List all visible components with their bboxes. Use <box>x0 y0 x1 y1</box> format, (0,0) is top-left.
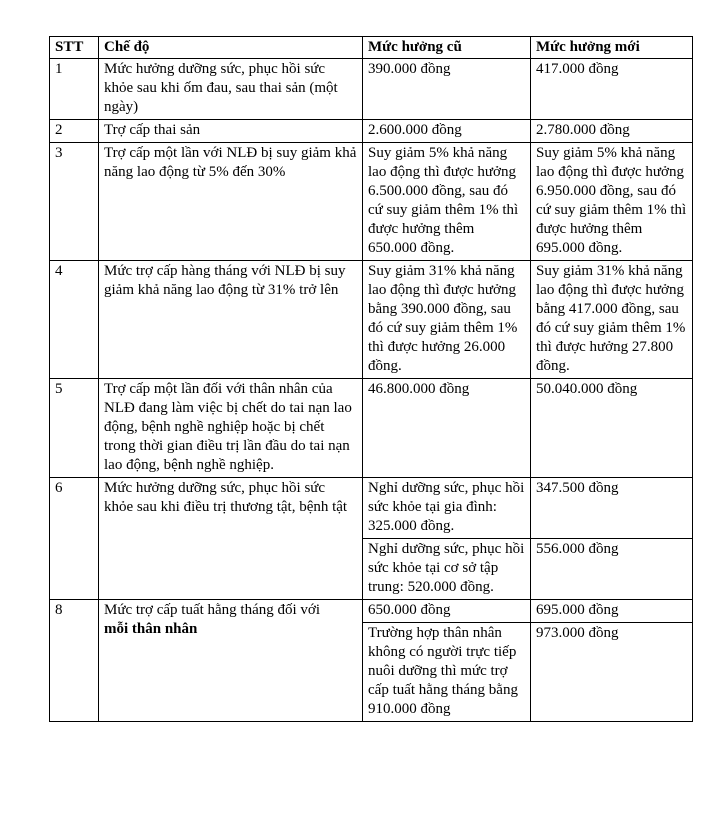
header-stt: STT <box>50 37 99 59</box>
row-regime: Mức hưởng dưỡng sức, phục hồi sức khỏe sau khi ốm đau, sau thai sản (một ngày) <box>99 59 363 120</box>
row-old-amount: 2.600.000 đồng <box>363 120 531 143</box>
row-new-amount-center: 556.000 đồng <box>531 539 693 600</box>
row-new-amount-home: 347.500 đồng <box>531 478 693 539</box>
table-row <box>50 600 693 623</box>
header-old-amount: Mức hưởng cũ <box>363 37 531 59</box>
row-old-amount: 390.000 đồng <box>363 59 531 120</box>
row-old-amount: 650.000 đồng <box>363 600 531 623</box>
header-new-amount: Mức hưởng mới <box>531 37 693 59</box>
row-stt: 1 <box>50 59 99 120</box>
row-stt: 3 <box>50 143 99 261</box>
row-old-amount: Suy giảm 31% khả năng lao động thì được hưởng bằng 390.000 đồng, sau đó cứ suy giảm thêm 1% thì được hưởng 26.000 đồng. <box>363 261 531 379</box>
table-row <box>50 261 693 379</box>
row-regime-bold-text: mỗi thân nhân <box>104 621 198 637</box>
benefits-table <box>49 36 693 722</box>
row-new-amount: 2.780.000 đồng <box>531 120 693 143</box>
row-old-amount-center: Nghỉ dưỡng sức, phục hồi sức khỏe tại cơ sở tập trung: 520.000 đồng. <box>363 539 531 600</box>
row-old-amount: 46.800.000 đồng <box>363 379 531 478</box>
row-regime: Trợ cấp một lần đối với thân nhân của NLĐ đang làm việc bị chết do tai nạn lao động, bệnh nghề nghiệp hoặc bị chết trong thời gian điều trị lần đầu do tai nạn lao động, bệnh nghề nghiệp. <box>99 379 363 478</box>
table-row <box>50 478 693 539</box>
header-regime: Chế độ <box>99 37 363 59</box>
row-stt: 8 <box>50 600 99 722</box>
row-old-amount-home: Nghỉ dưỡng sức, phục hồi sức khỏe tại gia đình: 325.000 đồng. <box>363 478 531 539</box>
table-row <box>50 143 693 261</box>
row-old-amount: Suy giảm 5% khả năng lao động thì được hưởng 6.500.000 đồng, sau đó cứ suy giảm thêm 1% thì được hưởng thêm 650.000 đồng. <box>363 143 531 261</box>
row-stt: 4 <box>50 261 99 379</box>
row-new-amount: Suy giảm 5% khả năng lao động thì được hưởng 6.950.000 đồng, sau đó cứ suy giảm thêm 1% thì được hưởng thêm 695.000 đồng. <box>531 143 693 261</box>
table-row <box>50 379 693 478</box>
row-new-amount: 695.000 đồng <box>531 600 693 623</box>
row-regime: Trợ cấp một lần với NLĐ bị suy giảm khả năng lao động từ 5% đến 30% <box>99 143 363 261</box>
row-stt: 5 <box>50 379 99 478</box>
row-old-amount-no-caretaker: Trường hợp thân nhân không có người trực tiếp nuôi dưỡng thì mức trợ cấp tuất hằng tháng bằng 910.000 đồng <box>363 623 531 722</box>
row-stt: 2 <box>50 120 99 143</box>
row-regime <box>99 600 363 722</box>
row-stt: 6 <box>50 478 99 600</box>
row-regime: Mức hưởng dưỡng sức, phục hồi sức khỏe sau khi điều trị thương tật, bệnh tật <box>99 478 363 600</box>
table-row <box>50 59 693 120</box>
row-new-amount: Suy giảm 31% khả năng lao động thì được hưởng bằng 417.000 đồng, sau đó cứ suy giảm thêm 1% thì được hưởng 27.800 đồng. <box>531 261 693 379</box>
row-new-amount: 50.040.000 đồng <box>531 379 693 478</box>
table-row <box>50 120 693 143</box>
row-new-amount: 417.000 đồng <box>531 59 693 120</box>
row-new-amount-no-caretaker: 973.000 đồng <box>531 623 693 722</box>
table-header-row <box>50 37 693 59</box>
row-regime: Mức trợ cấp hàng tháng với NLĐ bị suy giảm khả năng lao động từ 31% trở lên <box>99 261 363 379</box>
row-regime-text: Mức trợ cấp tuất hằng tháng đối với <box>104 602 321 618</box>
row-regime: Trợ cấp thai sản <box>99 120 363 143</box>
